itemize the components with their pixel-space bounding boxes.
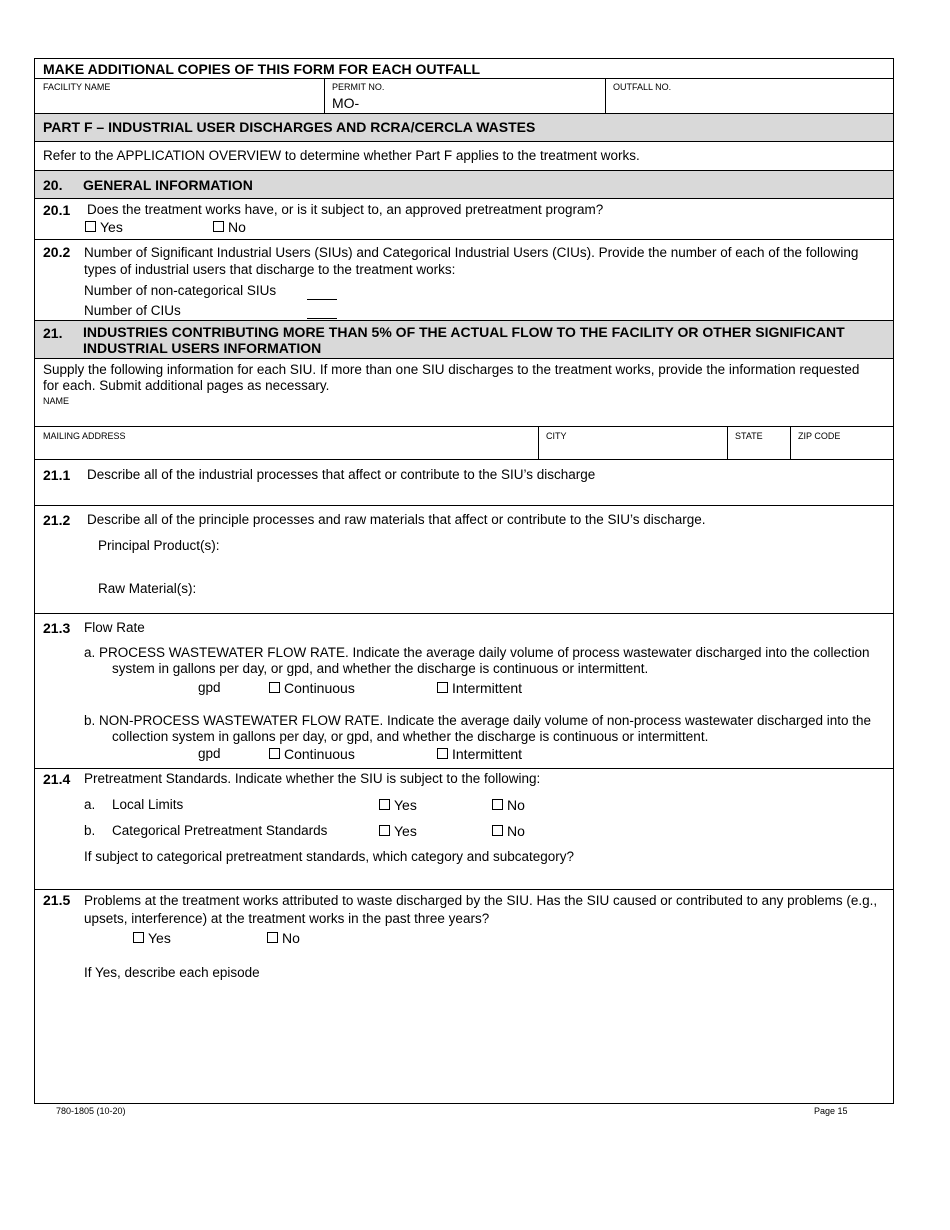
principal-products-label: Principal Product(s): [98, 538, 220, 553]
non-process-gpd-label[interactable]: gpd [198, 746, 221, 761]
section-21-number: 21. [43, 325, 63, 341]
question-21-1-number: 21.1 [43, 467, 71, 483]
cius-label: Number of CIUs [84, 303, 181, 318]
permit-no-value[interactable]: MO- [332, 95, 360, 111]
question-20-2-number: 20.2 [43, 244, 71, 260]
section-20-title: GENERAL INFORMATION [83, 177, 253, 193]
question-21-3-number: 21.3 [43, 620, 71, 636]
supply-note: Supply the following information for each SIU. If more than one SIU discharges to the treatment works, provide the information requested for each. Submit additional pages as necessary. [43, 362, 860, 393]
non-categorical-sius-field[interactable] [307, 298, 337, 300]
non-categorical-sius-label: Number of non-categorical SIUs [84, 283, 277, 298]
mailing-address-label: MAILING ADDRESS [43, 431, 126, 441]
question-20-2-text: Number of Significant Industrial Users (SIUs) and Categorical Industrial Users (CIUs). Provide the number of each of the following types of industrial users that discharge to the treatment works: [84, 245, 859, 277]
mailing-address-row [35, 427, 893, 460]
describe-episode-label: If Yes, describe each episode [84, 965, 260, 980]
question-21-2-row [35, 506, 893, 614]
question-20-1-number: 20.1 [43, 202, 71, 218]
state-label: STATE [735, 431, 763, 441]
facility-permit-outfall-row [35, 79, 893, 114]
part-f-title: PART F – INDUSTRIAL USER DISCHARGES AND RCRA/CERCLA WASTES [43, 119, 536, 135]
facility-name-label: FACILITY NAME [43, 82, 111, 92]
question-20-2-row [35, 240, 893, 321]
state-field[interactable] [728, 427, 790, 459]
section-20-number: 20. [43, 177, 63, 193]
describe-episode-field[interactable] [84, 985, 884, 1095]
page-number: Page 15 [814, 1106, 848, 1116]
city-field[interactable] [539, 427, 727, 459]
mailing-address-field[interactable] [35, 427, 538, 459]
question-21-5-number: 21.5 [43, 892, 71, 908]
question-20-1-text: Does the treatment works have, or is it subject to, an approved pretreatment program? [87, 202, 604, 217]
overview-note-row [35, 142, 893, 171]
question-21-3-row: 21.3 Flow Rate a. PROCESS WASTEWATER FLOW RATE. Indicate the average daily volume of process wastewater discharged into the collection system in gallons per day, or gpd, and whether the discharge is continuous or intermittent. gpd Continuous Intermittent b. NON-PROCESS WASTEWATER FLOW RATE. Indicate the average daily volume of non-process wastewater discharged into the collection system in gallons per day, or gpd, and whether the discharge is continuous or intermittent. gpd Continuous Intermittent [35, 614, 893, 769]
process-gpd-label[interactable]: gpd [198, 680, 221, 695]
question-21-5-row: 21.5 Problems at the treatment works attributed to waste discharged by the SIU. Has the SIU caused or contributed to any problems (e.g., upsets, interference) at the treatment works in the past three years? Yes No If Yes, describe each episode [35, 889, 893, 1103]
section-21-title: INDUSTRIES CONTRIBUTING MORE THAN 5% OF THE ACTUAL FLOW TO THE FACILITY OR OTHER SIGNIFICANT INDUSTRIAL USERS INFORMATION [83, 324, 845, 356]
raw-materials-label: Raw Material(s): [98, 581, 197, 596]
question-21-1-row [35, 460, 893, 506]
question-21-1-text: Describe all of the industrial processes that affect or contribute to the SIU’s discharge [87, 467, 596, 482]
permit-application-form [34, 58, 894, 1104]
question-21-5-text: Problems at the treatment works attributed to waste discharged by the SIU. Has the SIU caused or contributed to any problems (e.g., upsets, interference) at the treatment works in the past three years? [84, 893, 878, 926]
city-label: CITY [546, 431, 567, 441]
process-flow-rate-text: a. PROCESS WASTEWATER FLOW RATE. Indicate the average daily volume of process wastewater discharged into the collection system in gallons per day, or gpd, and whether the discharge is continuous or intermittent. [84, 645, 870, 676]
non-process-flow-rate-text: b. NON-PROCESS WASTEWATER FLOW RATE. Indicate the average daily volume of non-process wastewater discharged into the collection system in gallons per day, or gpd, and whether the discharge is continuous or intermittent. [84, 713, 872, 744]
cius-field[interactable] [307, 317, 337, 319]
question-21-4-text: Pretreatment Standards. Indicate whether the SIU is subject to the following: [84, 771, 541, 786]
siu-name-field[interactable] [35, 395, 893, 426]
zip-code-field[interactable] [791, 427, 893, 459]
categorical-standards-label: Categorical Pretreatment Standards [112, 823, 328, 838]
question-21-2-text: Describe all of the principle processes and raw materials that affect or contribute to the SIU’s discharge. [87, 512, 706, 527]
zip-code-label: ZIP CODE [798, 431, 841, 441]
facility-name-field[interactable] [35, 79, 324, 113]
local-limits-label: Local Limits [112, 797, 184, 812]
permit-no-label: PERMIT NO. [332, 82, 385, 92]
form-number: 780-1805 (10-20) [56, 1106, 126, 1116]
question-21-3-title: Flow Rate [84, 620, 145, 635]
question-20-1-row: 20.1 Does the treatment works have, or is it subject to, an approved pretreatment program? Yes No [35, 199, 893, 240]
categorical-standards-letter: b. [84, 823, 96, 838]
question-21-2-number: 21.2 [43, 512, 71, 528]
section-21-title-row [35, 321, 893, 359]
category-question: If subject to categorical pretreatment standards, which category and subcategory? [84, 849, 575, 864]
siu-name-label: NAME [43, 396, 70, 406]
supply-note-row [35, 359, 893, 427]
outfall-no-field[interactable] [606, 79, 892, 113]
local-limits-letter: a. [84, 797, 96, 812]
section-20-title-row [35, 171, 893, 199]
overview-note: Refer to the APPLICATION OVERVIEW to determine whether Part F applies to the treatment works. [43, 148, 640, 163]
question-21-4-number: 21.4 [43, 771, 71, 787]
outfall-no-label: OUTFALL NO. [613, 82, 672, 92]
copies-note-row [35, 59, 893, 79]
question-21-4-row: 21.4 Pretreatment Standards. Indicate whether the SIU is subject to the following: a. Local Limits Yes No b. Categorical Pretreatment Standards Yes No If subject to categorical pretreatment standards, which category and subcategory? [43, 771, 575, 864]
part-f-title-row [35, 114, 893, 142]
copies-note: MAKE ADDITIONAL COPIES OF THIS FORM FOR EACH OUTFALL [43, 61, 481, 77]
